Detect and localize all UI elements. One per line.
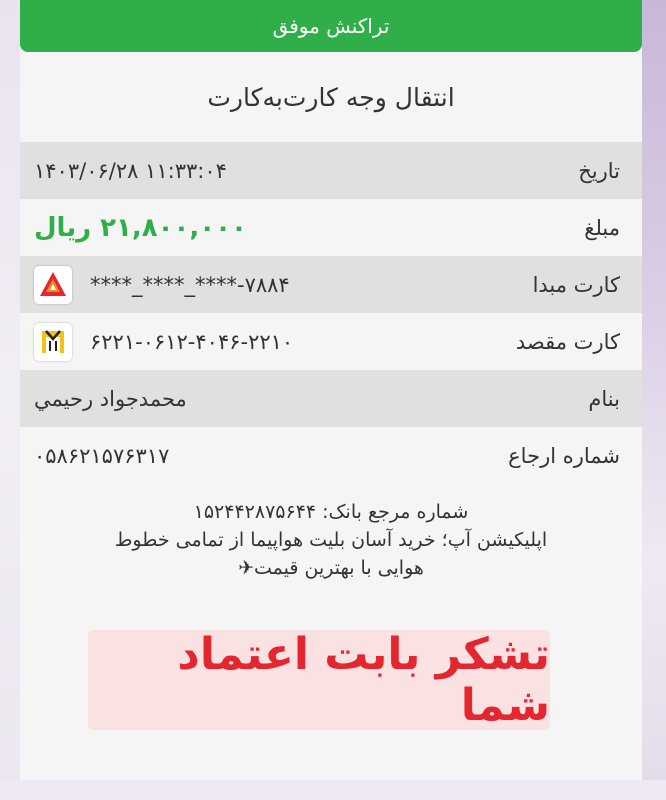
- transaction-type-title: انتقال وجه کارت‌به‌کارت: [207, 82, 455, 112]
- bank-reference-line: شماره مرجع بانک: ۱۵۲۴۴۲۸۷۵۶۴۴: [193, 501, 469, 523]
- name-label: بنام: [588, 386, 620, 411]
- row-dest-card: [20, 313, 642, 370]
- name-value: محمدجواد رحیمي: [34, 386, 187, 411]
- promo-line-1: اپلیکیشن آپ؛ خرید آسان بلیت هواپیما از تمامی خطوط: [114, 529, 548, 551]
- thanks-text: تشکر بابت اعتماد شما: [177, 629, 550, 731]
- date-label: تاریخ: [578, 158, 620, 183]
- footer-info: [20, 498, 642, 582]
- reference-label: شماره ارجاع: [508, 443, 620, 468]
- status-header: [20, 0, 642, 52]
- dest-card-number: ۶۲۲۱-۰۶۱۲-۴۰۴۶-۲۲۱۰: [90, 329, 294, 354]
- row-amount: [20, 199, 642, 256]
- date-value: ۱۴۰۳/۰۶/۲۸ ۱۱:۳۳:۰۴: [34, 158, 227, 183]
- background-bottom-edge: [0, 780, 666, 800]
- background-right-edge: [642, 0, 666, 800]
- thanks-banner: [88, 630, 550, 730]
- background-left-edge: [0, 0, 20, 800]
- amount-value: ۲۱,۸۰۰,۰۰۰ ریال: [34, 212, 247, 243]
- amount-label: مبلغ: [584, 215, 620, 240]
- promo-line-2: هوایی با بهترین قیمت✈: [238, 557, 424, 579]
- source-card-number: ****_****_****-۷۸۸۴: [90, 272, 290, 297]
- mellat-bank-icon: [34, 266, 72, 304]
- status-title: تراکنش موفق: [272, 14, 390, 38]
- row-reference: [20, 427, 642, 484]
- row-name: [20, 370, 642, 427]
- dest-card-label: کارت مقصد: [515, 329, 620, 354]
- reference-value: ۰۵۸۶۲۱۵۷۶۳۱۷: [34, 443, 170, 468]
- row-source-card: [20, 256, 642, 313]
- source-card-value-group: [34, 266, 290, 304]
- dest-card-value-group: [34, 323, 293, 361]
- pasargad-bank-icon: [34, 323, 72, 361]
- row-date: [20, 142, 642, 199]
- source-card-label: کارت مبدا: [532, 272, 620, 297]
